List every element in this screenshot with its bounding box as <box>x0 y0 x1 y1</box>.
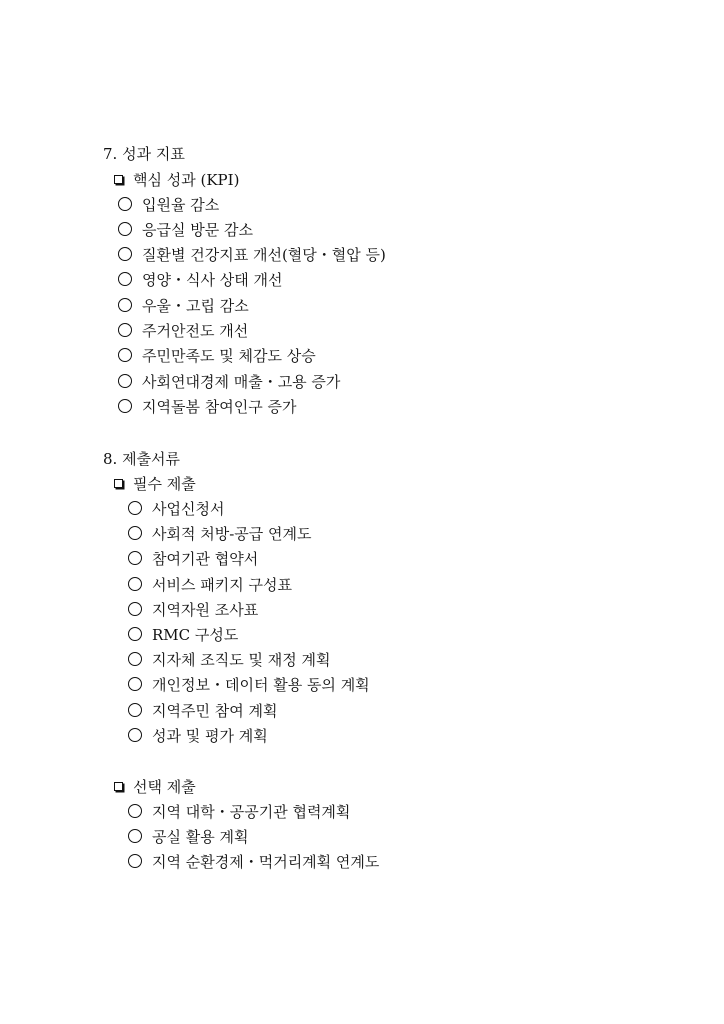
list-item <box>118 321 248 341</box>
list-item <box>128 726 268 746</box>
circle-bullet-icon <box>128 804 142 818</box>
checkbox-square-icon <box>114 782 123 791</box>
list-item <box>118 245 386 265</box>
list-item-text: 입원율 감소 <box>142 196 220 214</box>
list-item <box>118 296 249 316</box>
list-item <box>128 852 379 872</box>
list-item-text: 영양・식사 상태 개선 <box>142 271 283 289</box>
circle-bullet-icon <box>118 272 132 286</box>
section-8-heading: 8. 제출서류 <box>103 450 181 468</box>
list-item-text: 서비스 패키지 구성표 <box>152 576 292 594</box>
circle-bullet-icon <box>118 348 132 362</box>
circle-bullet-icon <box>128 652 142 666</box>
circle-bullet-icon <box>118 247 132 261</box>
required-title: 필수 제출 <box>133 475 196 493</box>
list-item <box>128 650 330 670</box>
list-item <box>118 346 316 366</box>
circle-bullet-icon <box>118 374 132 388</box>
circle-bullet-icon <box>118 197 132 211</box>
list-item-text: 지역 대학・공공기관 협력계획 <box>152 803 351 821</box>
list-item <box>128 701 277 721</box>
circle-bullet-icon <box>128 829 142 843</box>
circle-bullet-icon <box>128 526 142 540</box>
circle-bullet-icon <box>128 551 142 565</box>
list-item-text: 사회적 처방-공급 연계도 <box>152 525 312 543</box>
list-item <box>128 625 238 645</box>
circle-bullet-icon <box>128 602 142 616</box>
list-item-text: 주거안전도 개선 <box>142 322 249 340</box>
circle-bullet-icon <box>118 399 132 413</box>
list-item-text: 지역 순환경제・먹거리계획 연계도 <box>152 853 380 871</box>
circle-bullet-icon <box>128 703 142 717</box>
list-item <box>128 524 312 544</box>
list-item <box>118 372 340 392</box>
checkbox-square-icon <box>114 479 123 488</box>
circle-bullet-icon <box>128 854 142 868</box>
list-item-text: 성과 및 평가 계획 <box>152 727 268 745</box>
list-item <box>128 549 258 569</box>
list-item <box>128 600 258 620</box>
circle-bullet-icon <box>128 501 142 515</box>
list-item <box>118 397 296 417</box>
list-item <box>128 575 292 595</box>
list-item-text: 주민만족도 및 체감도 상승 <box>142 347 316 365</box>
list-item-text: 사업신청서 <box>152 500 225 518</box>
list-item-text: 질환별 건강지표 개선(혈당・혈압 등) <box>142 246 386 264</box>
section-7-heading: 7. 성과 지표 <box>103 145 185 163</box>
list-item-text: 지역자원 조사표 <box>152 601 259 619</box>
list-item-text: 지역주민 참여 계획 <box>152 702 278 720</box>
list-item-text: RMC 구성도 <box>152 626 239 644</box>
list-item-text: 참여기관 협약서 <box>152 550 259 568</box>
circle-bullet-icon <box>128 577 142 591</box>
required-subheading <box>114 474 196 494</box>
kpi-subheading <box>114 170 239 190</box>
circle-bullet-icon <box>118 222 132 236</box>
optional-subheading <box>114 777 196 797</box>
circle-bullet-icon <box>128 627 142 641</box>
circle-bullet-icon <box>118 323 132 337</box>
list-item <box>128 802 350 822</box>
list-item <box>118 220 253 240</box>
list-item <box>118 195 219 215</box>
list-item-text: 개인정보・데이터 활용 동의 계획 <box>152 676 370 694</box>
checkbox-square-icon <box>114 175 123 184</box>
list-item-text: 사회연대경제 매출・고용 증가 <box>142 373 341 391</box>
list-item <box>128 499 224 519</box>
list-item <box>118 270 282 290</box>
list-item-text: 우울・고립 감소 <box>142 297 249 315</box>
optional-title: 선택 제출 <box>133 778 196 796</box>
list-item <box>128 675 370 695</box>
circle-bullet-icon <box>128 677 142 691</box>
list-item-text: 지역돌봄 참여인구 증가 <box>142 398 297 416</box>
list-item <box>128 827 248 847</box>
list-item-text: 지자체 조직도 및 재정 계획 <box>152 651 331 669</box>
list-item-text: 응급실 방문 감소 <box>142 221 253 239</box>
circle-bullet-icon <box>128 728 142 742</box>
circle-bullet-icon <box>118 298 132 312</box>
list-item-text: 공실 활용 계획 <box>152 828 249 846</box>
kpi-title: 핵심 성과 (KPI) <box>133 171 240 189</box>
